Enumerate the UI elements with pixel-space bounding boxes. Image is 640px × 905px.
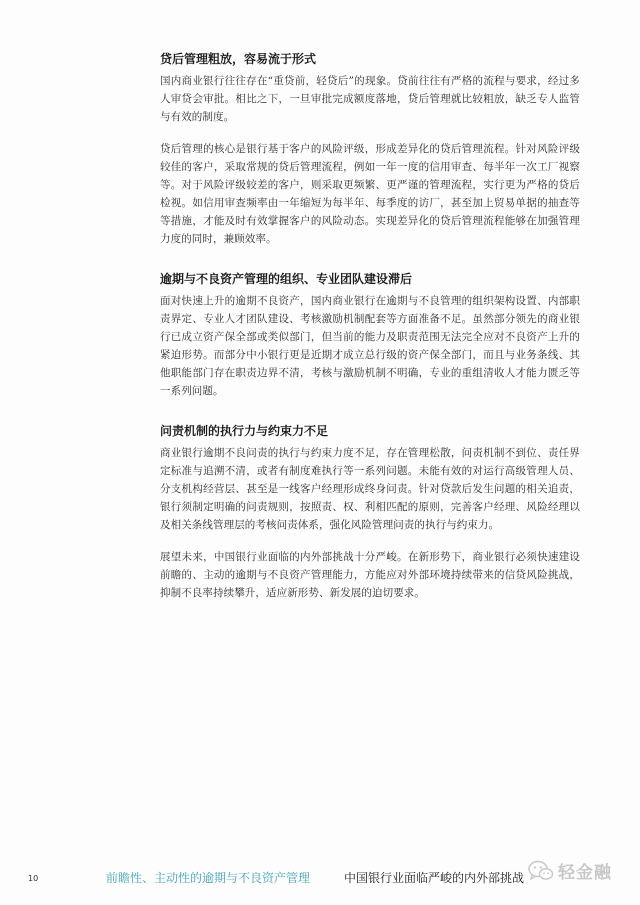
article-body [160, 50, 580, 602]
paragraph: 国内商业银行往往存在“重贷前，轻贷后”的现象。贷前往往有严格的流程与要求，经过多人审贷会审批。相比之下，一旦审批完成额度落地，贷后管理就比较粗放，缺乏专人监管与有效的制度。 [160, 75, 580, 123]
section-organization-team [160, 270, 580, 400]
paragraph: 贷后管理的核心是银行基于客户的风险评级，形成差异化的贷后管理流程。针对风险评级较佳的客户，采取常规的贷后管理流程，例如一年一度的信用审查、每半年一次工厂视察等。对于风险评级较差的客户，则采取更频繁、更严谨的管理流程，实行更为严格的贷后检视。如信用审查频率由一年缩短为每半年、每季度的访厂，甚至加上贸易单据的抽查等等措施，才能及时有效掌握客户的风险动态。实现差异化的贷后管理流程能够在加强管理力度的同时，兼顾效率。 [160, 143, 580, 245]
section-post-loan-management [160, 50, 580, 248]
paragraph: 面对快速上升的逾期不良资产，国内商业银行在逾期与不良管理的组织架构设置、内部职责界定、专业人才团队建设、考核激励机制配套等方面准备不足。虽然部分领先的商业银行已成立资产保全部或类似部门，但当前的能力及职责范围无法完全应对不良资产上升的紧迫形势。而部分中小银行更是近期才成立总行级的资产保全部门，而且与业务条线、其他职能部门存在职责边界不清，考核与激励机制不明确，专业的重组清收人才能力匮乏等一系列问题。 [160, 295, 580, 397]
footer-section-title: 中国银行业面临严峻的内外部挑战 [344, 871, 525, 885]
watermark-text: 轻金融 [558, 863, 612, 883]
section-accountability [160, 422, 580, 602]
watermark [528, 858, 612, 883]
footer-chapter-title: 前瞻性、主动性的逾期与不良资产管理 [106, 871, 311, 885]
page-number: 10 [28, 874, 39, 883]
section-heading: 逾期与不良资产管理的组织、专业团队建设滞后 [160, 272, 413, 286]
paragraph: 展望未来，中国银行业面临的内外部挑战十分严峻。在新形势下，商业银行必须快速建设前瞻的、主动的逾期与不良资产管理能力，方能应对外部环境持续带来的信贷风险挑战，抑制不良率持续攀升，适应新形势、新发展的迫切要求。 [160, 551, 580, 599]
wechat-icon [528, 860, 554, 882]
section-heading: 问责机制的执行力与约束力不足 [160, 424, 329, 438]
section-heading: 贷后管理粗放，容易流于形式 [160, 52, 317, 66]
paragraph: 商业银行逾期不良问责的执行与约束力度不足，存在管理松散，问责机制不到位、责任界定标准与追溯不清，或者有制度难执行等一系列问题。未能有效的对运行高级管理人员、分支机构经营层、甚至是一线客户经理形成终身问责。针对贷款后发生问题的相关追责，银行须制定明确的问责规则，按照责、权、利相匹配的原则，完善客户经理、风险经理以及相关条线管理层的考核问责体系，强化风险管理问责的执行与约束力。 [160, 447, 580, 531]
